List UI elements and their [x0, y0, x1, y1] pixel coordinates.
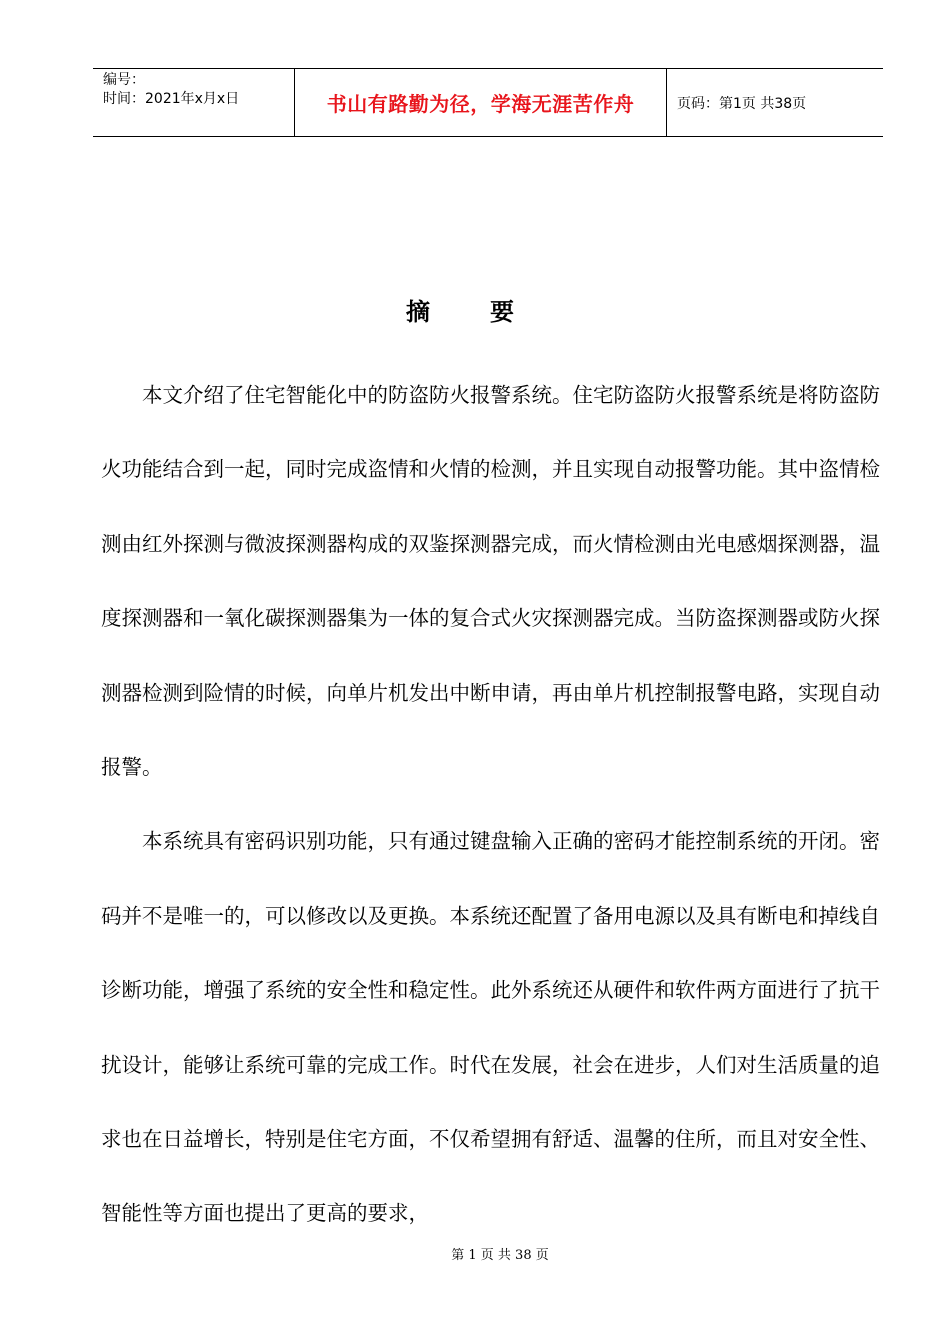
time-label: 时间：2021年x月x日: [103, 91, 240, 107]
abstract-paragraph: 本系统具有密码识别功能，只有通过键盘输入正确的密码才能控制系统的开闭。密码并不是唯一的，可以修改以及更换。本系统还配置了备用电源以及具有断电和掉线自诊断功能，增强了系统的安全性和稳定性。此外系统还从硬件和软件两方面进行了抗干扰设计，能够让系统可靠的完成工作。时代在发展，社会在进步，人们对生活质量的追求也在日益增长，特别是住宅方面，不仅希望拥有舒适、温馨的住所，而且对安全性、智能性等方面也提出了更高的要求，: [101, 829, 880, 1226]
header-meta-cell: [93, 69, 295, 136]
serial-number-label: 编号：: [103, 72, 145, 88]
page-footer: 第 1 页 共 38 页: [451, 1248, 549, 1263]
page-header: [93, 68, 883, 137]
abstract-title: 摘要: [406, 298, 574, 326]
header-page-info: 页码：第1页 共38页: [677, 95, 807, 112]
abstract-paragraph: 本文介绍了住宅智能化中的防盗防火报警系统。住宅防盗防火报警系统是将防盗防火功能结合到一起，同时完成盗情和火情的检测，并且实现自动报警功能。其中盗情检测由红外探测与微波探测器构成的双鉴探测器完成，而火情检测由光电感烟探测器，温度探测器和一氧化碳探测器集为一体的复合式火灾探测器完成。当防盗探测器或防火探测器检测到险情的时候，向单片机发出中断申请，再由单片机控制报警电路，实现自动报警。: [101, 383, 880, 780]
abstract-body: [101, 358, 880, 1251]
header-motto: 书山有路勤为径，学海无涯苦作舟: [295, 69, 667, 136]
